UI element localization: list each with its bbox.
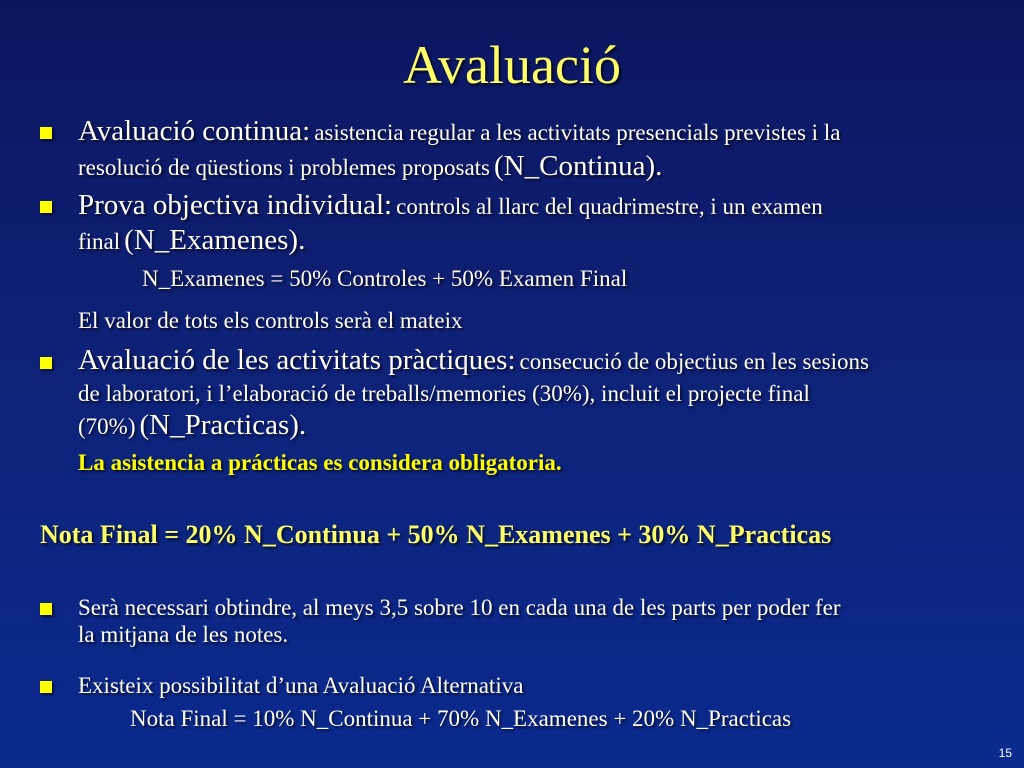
bullet-text — [78, 190, 998, 260]
alternativa-formula: Nota Final = 10% N_Continua + 70% N_Examenes + 20% N_Practicas — [130, 706, 792, 731]
item-text: de laboratori, i l’elaboració de treballs/memories (30%), incluit el projecte final — [78, 381, 810, 406]
slide-title: Avaluació — [403, 35, 621, 95]
square-bullet-icon — [40, 357, 52, 369]
bullet-text — [78, 346, 998, 444]
item-text: (70%) — [78, 414, 136, 439]
bullet-text — [78, 594, 998, 648]
item-tag: (N_Practicas). — [139, 409, 307, 441]
item-text: resolució de qüestions i problemes proposats — [78, 155, 491, 180]
square-bullet-icon — [40, 201, 52, 213]
examenes-formula: N_Examenes = 50% Controles + 50% Examen Final — [142, 266, 628, 291]
bullet-item-examenes — [40, 190, 1000, 254]
page-number: 15 — [998, 746, 1012, 760]
square-bullet-icon — [40, 603, 52, 615]
item-tag: (N_Continua). — [494, 150, 663, 182]
bullet-item-practicas — [40, 344, 1000, 441]
examenes-note: El valor de tots els controls serà el mateix — [78, 308, 463, 333]
square-bullet-icon — [40, 127, 52, 139]
item-text: controls al llarc del quadrimestre, i un examen — [396, 194, 823, 219]
item-heading: Avaluació de les activitats pràctiques: — [78, 344, 516, 376]
item-heading: Prova objectiva individual: — [78, 189, 393, 221]
square-bullet-icon — [40, 681, 52, 693]
bullet-text — [78, 116, 998, 186]
item-heading: Avaluació continua: — [78, 115, 311, 147]
bullet-item-continua — [40, 116, 1000, 180]
item-text: Existeix possibilitat d’una Avaluació Alternativa — [78, 673, 524, 698]
bullet-item-alternativa — [40, 672, 1000, 702]
bullet-item-minimum — [40, 594, 1000, 652]
nota-final-formula: Nota Final = 20% N_Continua + 50% N_Examenes + 30% N_Practicas — [40, 520, 832, 549]
item-text: la mitjana de les notes. — [78, 622, 289, 647]
item-text: asistencia regular a les activitats presencials previstes i la — [314, 120, 841, 145]
item-text: consecució de objectius en les sesions — [519, 349, 869, 374]
item-text: Serà necessari obtindre, al meys 3,5 sobre 10 en cada una de les parts per poder fer — [78, 595, 841, 620]
item-text: final — [78, 229, 121, 254]
item-tag: (N_Examenes). — [124, 224, 306, 256]
practicas-highlight: La asistencia a prácticas es considera obligatoria. — [78, 450, 562, 475]
